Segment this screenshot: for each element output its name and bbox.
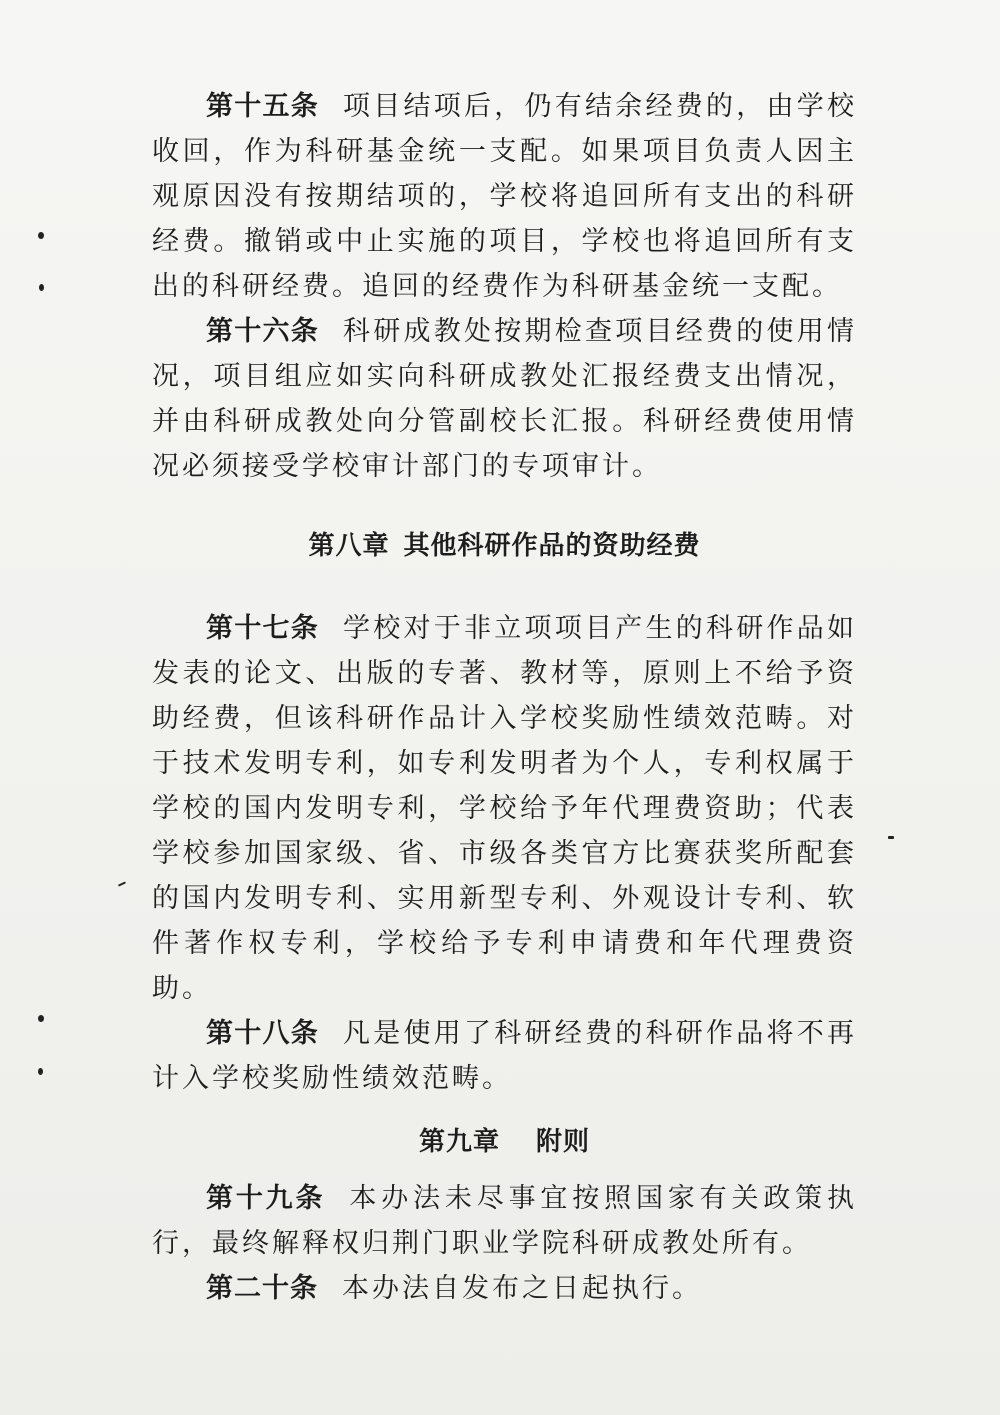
article-16 (152, 309, 857, 489)
chapter-number: 第九章 (418, 1127, 500, 1157)
chapter-title: 附则 (536, 1127, 591, 1157)
scan-speck (118, 881, 126, 886)
article-number: 第十九条 (206, 1183, 326, 1214)
article-number: 第二十条 (206, 1273, 318, 1304)
article-text: 项目结项后，仍有结余经费的，由学校收回，作为科研基金统一支配。如果项目负责人因主观原因没有按期结项的，学校将追回所有支出的科研经费。撤销或中止实施的项目，学校也将追回所有支出的科研经费。追回的经费作为科研基金统一支配。 (152, 91, 857, 302)
article-number: 第十五条 (206, 91, 319, 122)
chapter-title: 其他科研作品的资助经费 (403, 531, 701, 561)
article-17 (152, 606, 857, 1011)
article-text: 学校对于非立项项目产生的科研作品如发表的论文、出版的专著、教材等，原则上不给予资助经费，但该科研作品计入学校奖励性绩效范畴。对于技术发明专利，如专利发明者为个人，专利权属于学校的国内发明专利，学校给予年代理费资助；代表学校参加国家级、省、市级各类官方比赛获奖所配套的国内发明专利、实用新型专利、外观设计专利、软件著作权专利，学校给予专利申请费和年代理费资助。 (152, 613, 857, 1004)
article-text: 凡是使用了科研经费的科研作品将不再计入学校奖励性绩效范畴。 (152, 1018, 857, 1094)
article-20 (152, 1266, 857, 1311)
scan-speck (39, 284, 44, 291)
article-number: 第十六条 (206, 316, 319, 347)
scan-speck (38, 232, 44, 239)
article-number: 第十八条 (206, 1018, 319, 1049)
chapter-8-heading (152, 525, 857, 562)
chapter-9-heading (152, 1121, 857, 1158)
article-text: 科研成教处按期检查项目经费的使用情况，项目组应如实向科研成教处汇报经费支出情况，并由科研成教处向分管副校长汇报。科研经费使用情况必须接受学校审计部门的专项审计。 (152, 316, 857, 482)
scan-speck (888, 836, 894, 839)
article-15 (152, 84, 857, 309)
document-body (152, 84, 857, 1311)
article-text: 本办法未尽事宜按照国家有关政策执行，最终解释权归荆门职业学院科研成教处所有。 (152, 1183, 858, 1259)
chapter-number: 第八章 (308, 531, 390, 561)
article-18 (152, 1011, 857, 1101)
article-19 (152, 1176, 857, 1266)
article-number: 第十七条 (206, 613, 319, 644)
article-text: 本办法自发布之日起执行。 (342, 1273, 702, 1304)
scan-speck (38, 1015, 44, 1022)
scan-speck (38, 1068, 43, 1075)
